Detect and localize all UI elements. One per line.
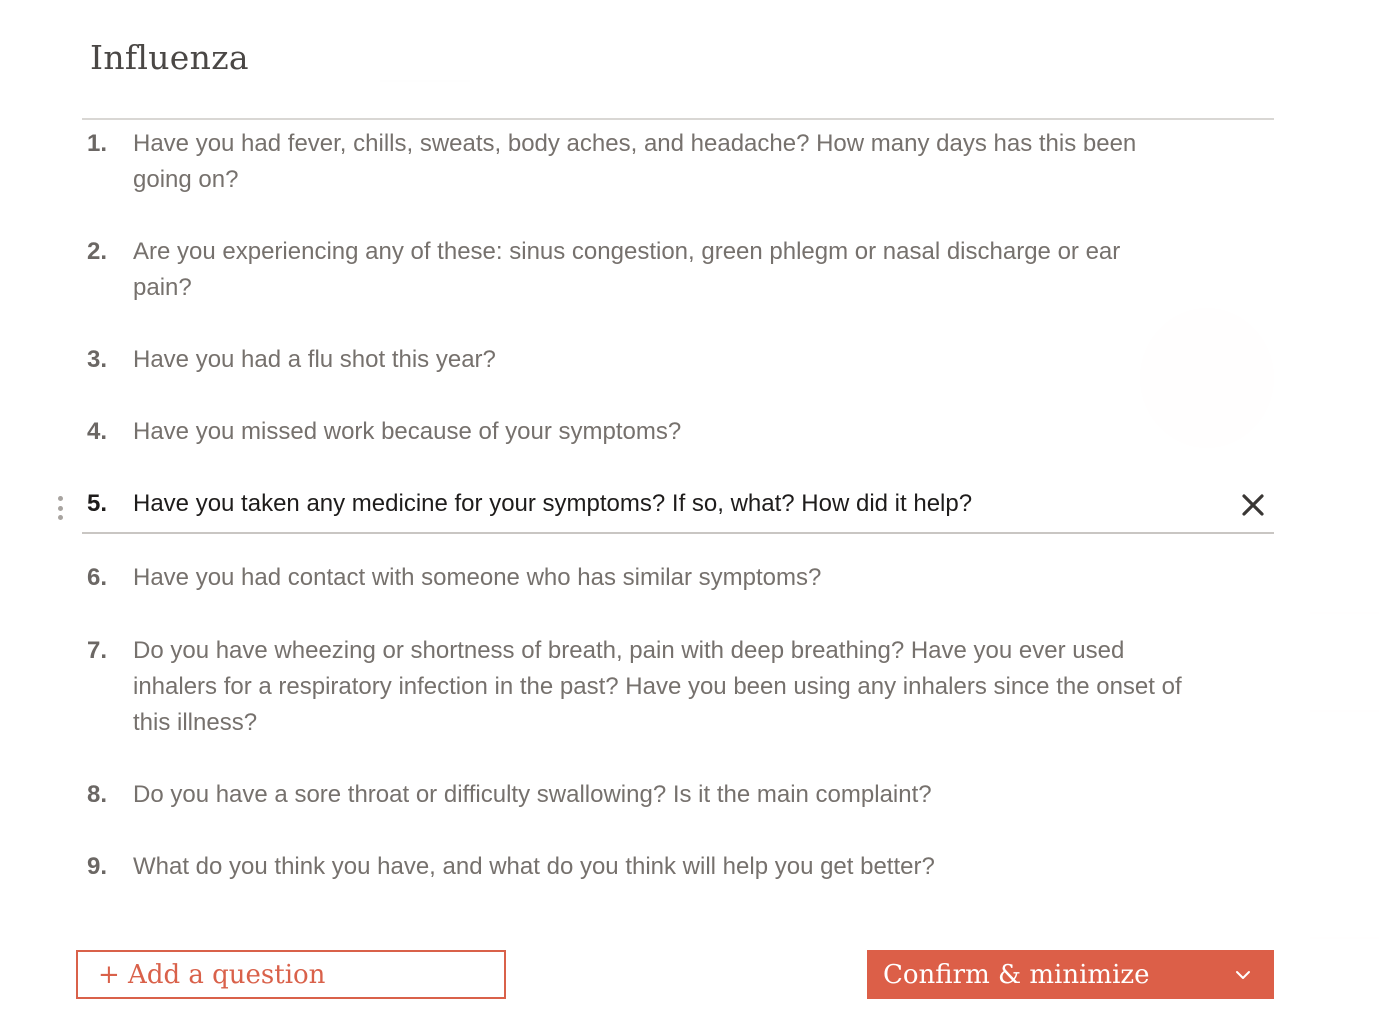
confirm-minimize-label: Confirm & minimize <box>883 959 1150 990</box>
question-number: 9. <box>87 853 108 880</box>
question-item[interactable] <box>82 560 1274 633</box>
question-number: 2. <box>87 238 108 265</box>
dialog-title: Influenza <box>90 38 249 77</box>
question-item[interactable] <box>82 234 1274 342</box>
drag-handle-icon[interactable] <box>56 496 64 520</box>
question-item[interactable] <box>82 777 1274 849</box>
question-text: Have you had fever, chills, sweats, body aches, and headache? How many days has this been going on? <box>133 130 1137 193</box>
question-number: 8. <box>87 781 108 808</box>
question-item-active[interactable] <box>82 486 1274 534</box>
add-question-button[interactable] <box>76 950 506 999</box>
question-number: 5. <box>87 490 108 517</box>
question-text: Do you have a sore throat or difficulty swallowing? Is it the main complaint? <box>133 781 932 808</box>
question-text: Are you experiencing any of these: sinus congestion, green phlegm or nasal discharge or ear pain? <box>133 238 1121 301</box>
confirm-minimize-button[interactable] <box>867 950 1274 999</box>
close-icon[interactable] <box>1242 494 1264 516</box>
chevron-down-icon[interactable] <box>1228 970 1258 980</box>
question-number: 4. <box>87 418 108 445</box>
question-number: 6. <box>87 564 108 591</box>
question-number: 1. <box>87 130 108 157</box>
title-divider <box>82 118 1274 120</box>
question-item[interactable] <box>82 633 1274 777</box>
question-number: 7. <box>87 637 108 664</box>
remove-question-button[interactable] <box>1236 488 1270 522</box>
question-list <box>82 126 1274 921</box>
question-text: What do you think you have, and what do you think will help you get better? <box>133 853 935 880</box>
question-text: Have you had a flu shot this year? <box>133 346 496 373</box>
question-item[interactable] <box>82 126 1274 234</box>
question-number: 3. <box>87 346 108 373</box>
question-text: Do you have wheezing or shortness of breath, pain with deep breathing? Have you ever used inhalers for a respiratory infection in the past? Have you been using any inhalers since the onset of this illness? <box>133 637 1182 736</box>
question-item[interactable] <box>82 849 1274 921</box>
question-item[interactable] <box>82 342 1274 414</box>
question-text: Have you had contact with someone who has similar symptoms? <box>133 564 822 591</box>
question-text: Have you missed work because of your symptoms? <box>133 418 682 445</box>
add-question-label: + Add a question <box>98 959 326 990</box>
question-item[interactable] <box>82 414 1274 486</box>
question-text: Have you taken any medicine for your symptoms? If so, what? How did it help? <box>133 490 973 517</box>
